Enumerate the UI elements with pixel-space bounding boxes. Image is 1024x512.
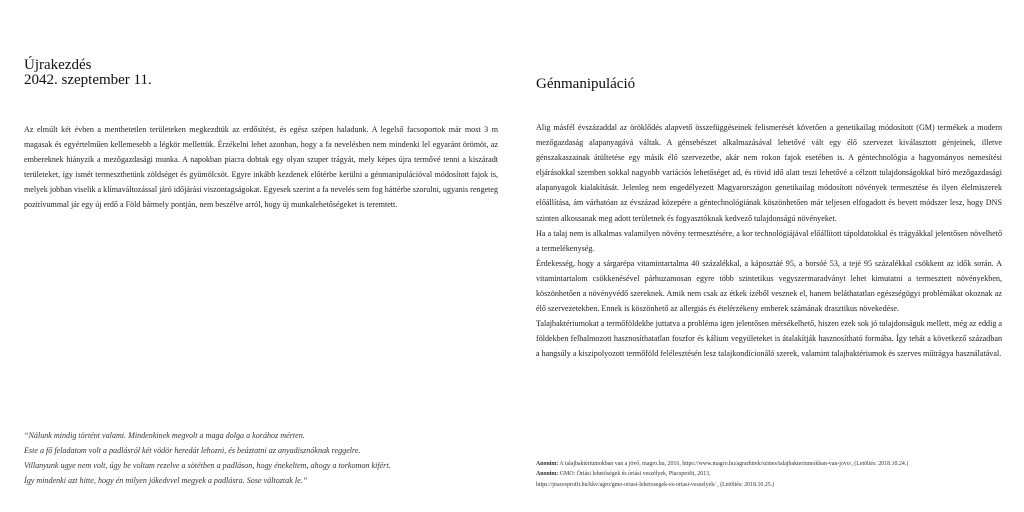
reference-text: GMO: Óriási lehetőségek és óriási veszélyek, Piacsprofit, 2013, [558,471,711,478]
quote-line: Így mindenki azt hitte, hogy én milyen jókedvvel megyek a padlásra. Sose változtak le.” [24,476,308,486]
paragraph: Talajbaktériumokat a termőföldekbe juttatva a probléma igen jelentősen mérsékelhető, hiszen ezek sok jó tulajdonságuk mellett, még az eddig a földekben felhalmozott hasznosíthatatlan foszfor és kálium vegyületeket is átalakítják hasznosítható formába. Így tehát a következő században a hangsúly a kiszipolyozott termőföld felélesztésén lesz talajkondícionáló szerek, valamint talajbaktériumok és szerves műtrágya használatával. [536,319,1003,359]
paragraph: Érdekesség, hogy a sárgarépa vitamintartalma 40 százalékkal, a káposztáé 95, a borsóé 53, a tejé 95 százalékkal csökkent az idők során. A vitamintartalom csökkenésével párhuzamosan egyre több szintetikus vegyszermaradványt lehet kimutatni a termesztett növényekben, köszönhetően a növényvédő szereknek. Amik nem csak az étkek ízéből vesznek el, hanem beláthatatlan egészségügyi problémákat okoznak az élő szervezetekben. Ennek is köszönhető az allergiás és ételérzékeny emberek számának drasztikus növekedése. [536,258,1002,314]
page-title: Újrakezdés [24,57,92,73]
left-title-block [24,58,494,88]
paragraph: Ha a talaj nem is alkalmas valamilyen növény termesztésére, a kor technológiájával előállított tápoldatokkal és trágyákkal jelentősen növelhető a termelékenység. [536,228,1002,253]
reference-item [536,459,1002,469]
right-body-text [536,120,1002,362]
reference-item [536,469,1002,479]
page-date: 2042. szeptember 11. [24,72,152,88]
section-title: Génmanipuláció [536,76,636,92]
quote-line: Este a fő feladatom volt a padlásról két vödör heredát lehozni, és beáztatni az anyadisznóknak reggelre. [24,446,361,456]
quote-line: “Nálunk mindig történt valami. Mindenkinek megvolt a maga dolga a korához mérten. [24,431,305,440]
left-body-text: Az elmúlt két évben a menthetetlen területeken megkezdtük az erdősítést, és egész szépen haladunk. A legelső facsoportok már most 3 m magasak és egyértelműen kellemesebb a légkör mellettük. Érzékelni lehet azonban, hogy a fa nevelésben nem mindenki lel egyaránt örömöt, az embereknek hiányzik a mezőgazdasági munka. A napokban piacra dobtak egy olyan szuper trágyát, mely képes újra termővé tenni a kiszáradt területeket, így ismét termeszthetünk zöldséget és gyümölcsöt. Egyre inkább kezdenek előtérbe kerülni a génmanipulációval módosított fajok is, melyek jobban viselik a klímaváltozással járó időjárási viszontagságokat. Egyesek szerint a fa nevelés sem fog háttérbe szorulni, ugyanis rengeteg pozitívummal jár egy új erdő a Föld bármely pontján, nem beszélve arról, hogy új munkalehetőségeket is teremtett. [24,125,498,210]
reference-item [536,480,1002,490]
reference-author: Anonim: [536,461,559,467]
reference-author: Anonim: [536,471,559,478]
reference-text: https://piacesprofit.hu/kkv/agro/gmo-oriasi-lehetosegek-es-oriasi-veszelyek/ , (Letöltés: 2018.10.25.) [536,481,775,488]
quote-block [24,428,498,488]
quote-line: Villanyunk ugye nem volt, úgy be voltam rezelve a sötétben a padláson, hogy énekeltem, ahogy a torkomon kifért. [24,461,391,471]
right-page [512,0,1024,512]
paragraph: Alig másfél évszázaddal az öröklődés alapvető összefüggéseinek felismerését követően a genetikailag módosított (GM) termékek a modern mezőgazdaság alapanyagává váltak. A génsebészet alkalmazásával lehetővé vált egy élő szervezet kiválasztott génjeinek, illetve génszakaszainak átültetése egy másik élő szervezetbe, akár nem rokon fajok esetében is. A géntechnológia a hagyományos nemesítési eljárásokkal szemben sokkal nagyobb variációs lehetőséget ad, és rövid idő alatt teszi lehetővé a célzott tulajdonságokkal bíró mezőgazdasági alapanyagok kialakítását. Jelenleg nem engedélyezett Magyarországon genetikailag módosított növények termesztése és ilyen élelmiszerek előállítása, ám várhatóan az évszázad közepére a géntechnológiának köszönhetően már teljesen elfogadott és bevett módszer lesz, hogy DNS szinten alkossanak meg adott területnek és fogyasztóknak kedvező tulajdonságú növényeket. [536,123,1002,223]
references [536,459,1002,490]
reference-text: A talajbaktériumokban van a jövő, magro.hu, 2016, https://www.magro.hu/agrarhirek/szines/talajbakteriumokban-van-jovo/, (Letöltés: 2018.10.24.) [558,461,909,467]
